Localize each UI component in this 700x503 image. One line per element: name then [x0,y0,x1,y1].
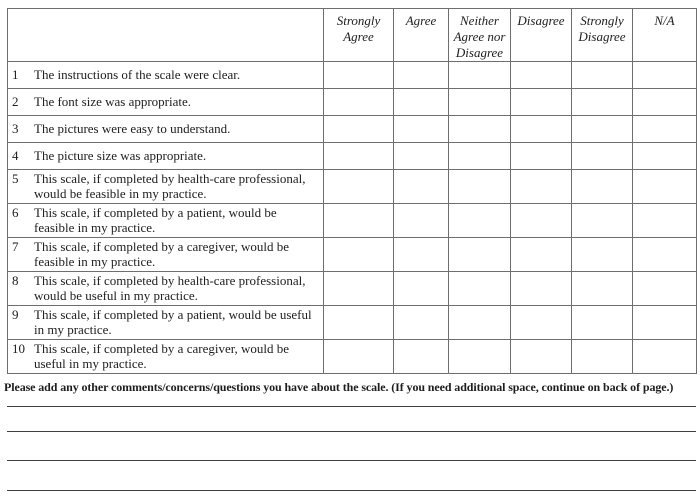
table-row-6 [8,203,697,237]
answer-cell-strongly-agree-row-9[interactable] [324,305,394,339]
answer-cell-agree-row-2[interactable] [394,88,449,115]
row-number: 4 [12,147,19,163]
answer-cell-disagree-row-5[interactable] [511,169,572,203]
answer-cell-strongly-disagree-row-8[interactable] [572,271,633,305]
header-row [8,9,697,62]
answer-cell-strongly-disagree-row-3[interactable] [572,115,633,142]
answer-cell-neither-agree-nor-disagree-row-1[interactable] [449,61,511,88]
table-row-10 [8,339,697,373]
answer-cell-agree-row-3[interactable] [394,115,449,142]
column-header-strongly-agree: Strongly Agree [324,9,394,62]
answer-cell-disagree-row-9[interactable] [511,305,572,339]
answer-cell-disagree-row-6[interactable] [511,203,572,237]
answer-cell-strongly-disagree-row-2[interactable] [572,88,633,115]
answer-cell-n-a-row-10[interactable] [633,339,697,373]
answer-cell-strongly-agree-row-1[interactable] [324,61,394,88]
answer-cell-agree-row-8[interactable] [394,271,449,305]
table-row-4 [8,142,697,169]
answer-cell-neither-agree-nor-disagree-row-5[interactable] [449,169,511,203]
answer-cell-strongly-agree-row-10[interactable] [324,339,394,373]
answer-cell-neither-agree-nor-disagree-row-7[interactable] [449,237,511,271]
answer-cell-strongly-disagree-row-6[interactable] [572,203,633,237]
answer-cell-n-a-row-4[interactable] [633,142,697,169]
answer-cell-neither-agree-nor-disagree-row-4[interactable] [449,142,511,169]
answer-cell-disagree-row-2[interactable] [511,88,572,115]
statement-cell [8,237,324,271]
statement-text: This scale, if completed by health-care professional, would be feasible in my practice. [34,170,306,202]
table-row-7 [8,237,697,271]
statement-text: This scale, if completed by a patient, would be feasible in my practice. [34,204,277,236]
answer-cell-n-a-row-9[interactable] [633,305,697,339]
row-number: 6 [12,204,19,220]
comment-lines-area [7,395,696,491]
column-header-agree: Agree [394,9,449,62]
statement-text: The pictures were easy to understand. [34,120,231,136]
answer-cell-neither-agree-nor-disagree-row-3[interactable] [449,115,511,142]
table-row-9 [8,305,697,339]
answer-cell-strongly-disagree-row-9[interactable] [572,305,633,339]
answer-cell-disagree-row-7[interactable] [511,237,572,271]
answer-cell-strongly-agree-row-4[interactable] [324,142,394,169]
statement-column-header [8,9,324,62]
row-number: 9 [12,306,19,322]
answer-cell-strongly-disagree-row-1[interactable] [572,61,633,88]
statement-text: This scale, if completed by health-care professional, would be useful in my practice. [34,272,306,304]
answer-cell-n-a-row-2[interactable] [633,88,697,115]
answer-cell-neither-agree-nor-disagree-row-6[interactable] [449,203,511,237]
answer-cell-agree-row-9[interactable] [394,305,449,339]
answer-cell-neither-agree-nor-disagree-row-8[interactable] [449,271,511,305]
statement-cell [8,115,324,142]
statement-cell [8,142,324,169]
answer-cell-disagree-row-4[interactable] [511,142,572,169]
table-row-3 [8,115,697,142]
answer-cell-agree-row-5[interactable] [394,169,449,203]
column-header-strongly-disagree: Strongly Disagree [572,9,633,62]
statement-text: This scale, if completed by a caregiver, would be useful in my practice. [34,340,290,372]
answer-cell-n-a-row-7[interactable] [633,237,697,271]
answer-cell-disagree-row-1[interactable] [511,61,572,88]
answer-cell-agree-row-10[interactable] [394,339,449,373]
statement-cell [8,88,324,115]
statement-cell [8,305,324,339]
statement-cell [8,61,324,88]
answer-cell-neither-agree-nor-disagree-row-10[interactable] [449,339,511,373]
answer-cell-n-a-row-3[interactable] [633,115,697,142]
feedback-likert-table [7,8,697,374]
comment-line-1[interactable] [7,395,696,407]
answer-cell-strongly-agree-row-3[interactable] [324,115,394,142]
answer-cell-neither-agree-nor-disagree-row-9[interactable] [449,305,511,339]
row-number: 2 [12,93,19,109]
answer-cell-n-a-row-6[interactable] [633,203,697,237]
answer-cell-strongly-agree-row-5[interactable] [324,169,394,203]
statement-text: The picture size was appropriate. [34,147,207,163]
row-number: 1 [12,66,19,82]
row-number: 5 [12,170,19,186]
comment-line-3[interactable] [7,432,696,461]
answer-cell-strongly-disagree-row-5[interactable] [572,169,633,203]
answer-cell-agree-row-6[interactable] [394,203,449,237]
statement-text: This scale, if completed by a caregiver, would be feasible in my practice. [34,238,290,270]
answer-cell-strongly-disagree-row-4[interactable] [572,142,633,169]
table-row-8 [8,271,697,305]
row-number: 3 [12,120,19,136]
answer-cell-disagree-row-8[interactable] [511,271,572,305]
answer-cell-n-a-row-5[interactable] [633,169,697,203]
column-header-n-a: N/A [633,9,697,62]
answer-cell-strongly-agree-row-7[interactable] [324,237,394,271]
table-row-1 [8,61,697,88]
column-header-disagree: Disagree [511,9,572,62]
row-number: 10 [12,340,25,356]
comments-prompt: Please add any other comments/concerns/questions you have about the scale. (If you need additional space, continue on back of page.) [4,379,674,394]
row-number: 7 [12,238,19,254]
statement-cell [8,271,324,305]
answer-cell-strongly-disagree-row-10[interactable] [572,339,633,373]
statement-cell [8,203,324,237]
answer-cell-n-a-row-8[interactable] [633,271,697,305]
table-row-2 [8,88,697,115]
answer-cell-agree-row-4[interactable] [394,142,449,169]
row-number: 8 [12,272,19,288]
answer-cell-agree-row-1[interactable] [394,61,449,88]
answer-cell-disagree-row-3[interactable] [511,115,572,142]
answer-cell-neither-agree-nor-disagree-row-2[interactable] [449,88,511,115]
statement-text: The font size was appropriate. [34,93,192,109]
answer-cell-strongly-agree-row-8[interactable] [324,271,394,305]
answer-cell-agree-row-7[interactable] [394,237,449,271]
statement-cell [8,339,324,373]
statement-text: The instructions of the scale were clear. [34,66,241,82]
table-row-5 [8,169,697,203]
column-header-neither-agree-nor-disagree: Neither Agree nor Disagree [449,9,511,62]
answer-cell-strongly-disagree-row-7[interactable] [572,237,633,271]
statement-text: This scale, if completed by a patient, would be useful in my practice. [34,306,312,338]
answer-cell-strongly-agree-row-2[interactable] [324,88,394,115]
answer-cell-strongly-agree-row-6[interactable] [324,203,394,237]
answer-cell-n-a-row-1[interactable] [633,61,697,88]
answer-cell-disagree-row-10[interactable] [511,339,572,373]
comment-line-4[interactable] [7,461,696,491]
statement-cell [8,169,324,203]
comment-line-2[interactable] [7,407,696,432]
